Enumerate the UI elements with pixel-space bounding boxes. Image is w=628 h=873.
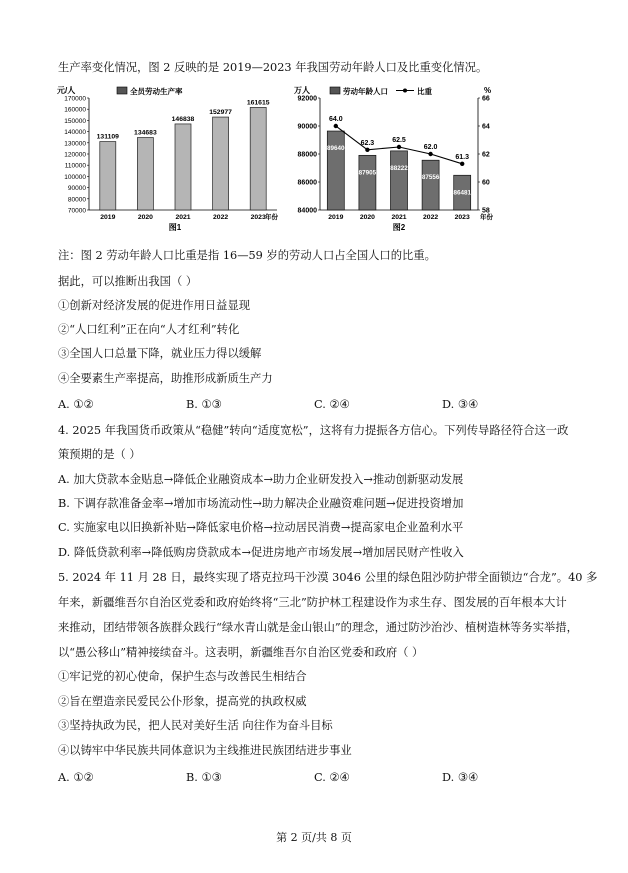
- legend-swatch-marker: [403, 89, 407, 93]
- q5-option-b: B. ①③: [186, 771, 222, 784]
- q3-item-3: ③全国人口总量下降，就业压力得以缓解: [58, 347, 262, 360]
- chart-note: 注：图 2 劳动年龄人口比重是指 16—59 岁的劳动人口占全国人口的比重。: [58, 249, 436, 262]
- x-tick-label: 2021: [175, 214, 191, 221]
- q5-item-1: ①牢记党的初心使命，保护生态与改善民生相结合: [58, 670, 307, 683]
- y-tick-label: 86000: [297, 179, 317, 187]
- q4-stem-line-2: 策预期的是（ ）: [58, 448, 141, 461]
- bar: [327, 131, 344, 210]
- legend-label-ratio: 比重: [417, 87, 432, 96]
- q3-option-a: A. ①②: [58, 398, 94, 411]
- bar-value-label: 161615: [246, 99, 270, 107]
- q3-item-4: ④全要素生产率提高，助推形成新质生产力: [58, 372, 273, 385]
- q5-option-a: A. ①②: [58, 771, 94, 784]
- y-tick-label: 130000: [64, 140, 86, 148]
- y-tick-label: 140000: [64, 129, 86, 137]
- x-axis-title: 年份: [480, 214, 493, 221]
- q3-item-2: ②“人口红利”正在向“人才红利”转化: [58, 323, 240, 336]
- bar: [175, 124, 191, 210]
- q5-option-d: D. ③④: [442, 771, 479, 784]
- labor-productivity-chart: [55, 84, 285, 232]
- x-axis-title: 年份: [265, 214, 278, 221]
- ratio-point: [334, 124, 338, 128]
- figure-2: [290, 84, 550, 236]
- x-tick-label: 2023: [250, 214, 266, 221]
- legend-swatch: [117, 87, 127, 94]
- y-right-tick-label: 64: [482, 123, 490, 131]
- y-tick-label: 170000: [64, 95, 86, 103]
- ratio-value-label: 61.3: [455, 153, 470, 161]
- q4-choice-c: C. 实施家电以旧换新补贴→降低家电价格→拉动居民消费→提高家电企业盈利水平: [58, 521, 464, 534]
- y-tick-label: 90000: [297, 123, 317, 131]
- figure-1: [55, 84, 285, 236]
- q3-stem: 据此，可以推断出我国（ ）: [58, 275, 198, 288]
- ratio-value-label: 62.3: [360, 139, 375, 147]
- intro-text: 生产率变化情况，图 2 反映的是 2019—2023 年我国劳动年龄人口及比重变化情况。: [58, 61, 488, 74]
- y-tick-label: 160000: [64, 106, 86, 114]
- y-tick-label: 70000: [67, 207, 86, 215]
- y-right-tick-label: 60: [482, 179, 490, 187]
- bar: [422, 160, 439, 210]
- bar: [250, 107, 266, 210]
- y-right-tick-label: 66: [482, 95, 490, 103]
- y-tick-label: 84000: [297, 207, 317, 215]
- bar: [359, 155, 376, 210]
- bar-value-label: 87905: [358, 169, 377, 177]
- x-tick-label: 2021: [391, 214, 407, 221]
- q3-option-d: D. ③④: [442, 398, 479, 411]
- y-tick-label: 120000: [64, 151, 86, 159]
- ratio-point: [397, 145, 401, 149]
- ratio-value-label: 62.0: [423, 144, 438, 151]
- y-right-tick-label: 62: [482, 151, 490, 159]
- q3-item-1: ①创新对经济发展的促进作用日益显现: [58, 299, 251, 312]
- q5-item-2: ②旨在塑造亲民爱民公仆形象，提高党的执政权威: [58, 695, 307, 708]
- bar: [100, 142, 116, 210]
- q5-item-3: ③坚持执政为民，把人民对美好生活 向往作为奋斗目标: [58, 719, 333, 732]
- chart-title: 全员劳动生产率: [130, 87, 183, 96]
- figure-caption: 图1: [168, 223, 182, 232]
- bar-value-label: 87556: [421, 174, 440, 182]
- x-tick-label: 2023: [454, 214, 470, 221]
- q3-option-b: B. ①③: [186, 398, 222, 411]
- figure-caption: 图2: [392, 223, 406, 232]
- y-tick-label: 88000: [297, 151, 317, 159]
- bar-value-label: 89640: [327, 145, 345, 153]
- y-axis-unit: 万人: [294, 86, 310, 95]
- bar: [213, 117, 229, 210]
- x-tick-label: 2020: [137, 214, 153, 221]
- ratio-value-label: 62.5: [392, 137, 406, 144]
- ratio-point: [365, 148, 369, 152]
- x-tick-label: 2019: [100, 214, 116, 221]
- y-axis-right-unit: %: [484, 86, 492, 95]
- bar-value-label: 86481: [453, 189, 471, 197]
- x-tick-label: 2020: [359, 214, 375, 221]
- q3-option-c: C. ②④: [314, 398, 350, 411]
- ratio-point: [460, 162, 464, 166]
- y-tick-label: 90000: [67, 185, 86, 193]
- q5-stem-line-3: 来推动，团结带领各族群众践行“绿水青山就是金山银山”的理念，通过防沙治沙、植树造林等务实举措，: [58, 621, 578, 634]
- x-tick-label: 2022: [423, 214, 439, 221]
- bar-value-label: 134683: [134, 129, 157, 137]
- q5-option-c: C. ②④: [314, 771, 350, 784]
- y-tick-label: 150000: [64, 117, 86, 125]
- bar-value-label: 152977: [209, 109, 232, 117]
- bar: [137, 138, 153, 210]
- q4-choice-b: B. 下调存款准备金率→增加市场流动性→助力解决企业融资难问题→促进投资增加: [58, 497, 464, 510]
- y-tick-label: 92000: [297, 95, 317, 103]
- bar: [391, 151, 408, 210]
- bar-value-label: 88222: [390, 164, 408, 172]
- q5-stem-line-2: 年来，新疆维吾尔自治区党委和政府始终将“三北”防护林工程建设作为求生存、图发展的百年根本大计: [58, 596, 567, 609]
- q5-stem-line-1: 5. 2024 年 11 月 28 日，最终实现了塔克拉玛干沙漠 3046 公里的绿色阻沙防护带全面锁边“合龙”。40 多: [58, 571, 598, 584]
- ratio-point: [428, 152, 432, 156]
- y-tick-label: 110000: [64, 162, 86, 170]
- x-tick-label: 2019: [328, 214, 344, 221]
- y-right-tick-label: 58: [482, 207, 490, 215]
- bar-value-label: 131109: [96, 133, 119, 141]
- y-tick-label: 80000: [67, 196, 86, 204]
- y-tick-label: 100000: [64, 173, 86, 181]
- q4-choice-d: D. 降低贷款利率→降低购房贷款成本→促进房地产市场发展→增加居民财产性收入: [58, 546, 464, 559]
- page-footer: 第 2 页/共 8 页: [276, 831, 352, 844]
- ratio-value-label: 64.0: [328, 116, 343, 123]
- q5-item-4: ④以铸牢中华民族共同体意识为主线推进民族团结进步事业: [58, 744, 352, 757]
- x-tick-label: 2022: [213, 214, 229, 221]
- q5-stem-line-4: 以“愚公移山”精神接续奋斗。这表明，新疆维吾尔自治区党委和政府（ ）: [58, 646, 424, 659]
- labor-population-chart: [290, 84, 550, 232]
- q4-choice-a: A. 加大贷款本金贴息→降低企业融资成本→助力企业研发投入→推动创新驱动发展: [58, 473, 464, 486]
- bar-value-label: 146838: [171, 115, 195, 123]
- y-axis-unit: 元/人: [57, 86, 76, 95]
- q4-stem-line-1: 4. 2025 年我国货币政策从“稳健”转向“适度宽松”，这将有力提振各方信心。下列传导路径符合这一政: [58, 424, 569, 437]
- legend-swatch-bar: [330, 87, 340, 94]
- legend-label-population: 劳动年龄人口: [343, 87, 388, 96]
